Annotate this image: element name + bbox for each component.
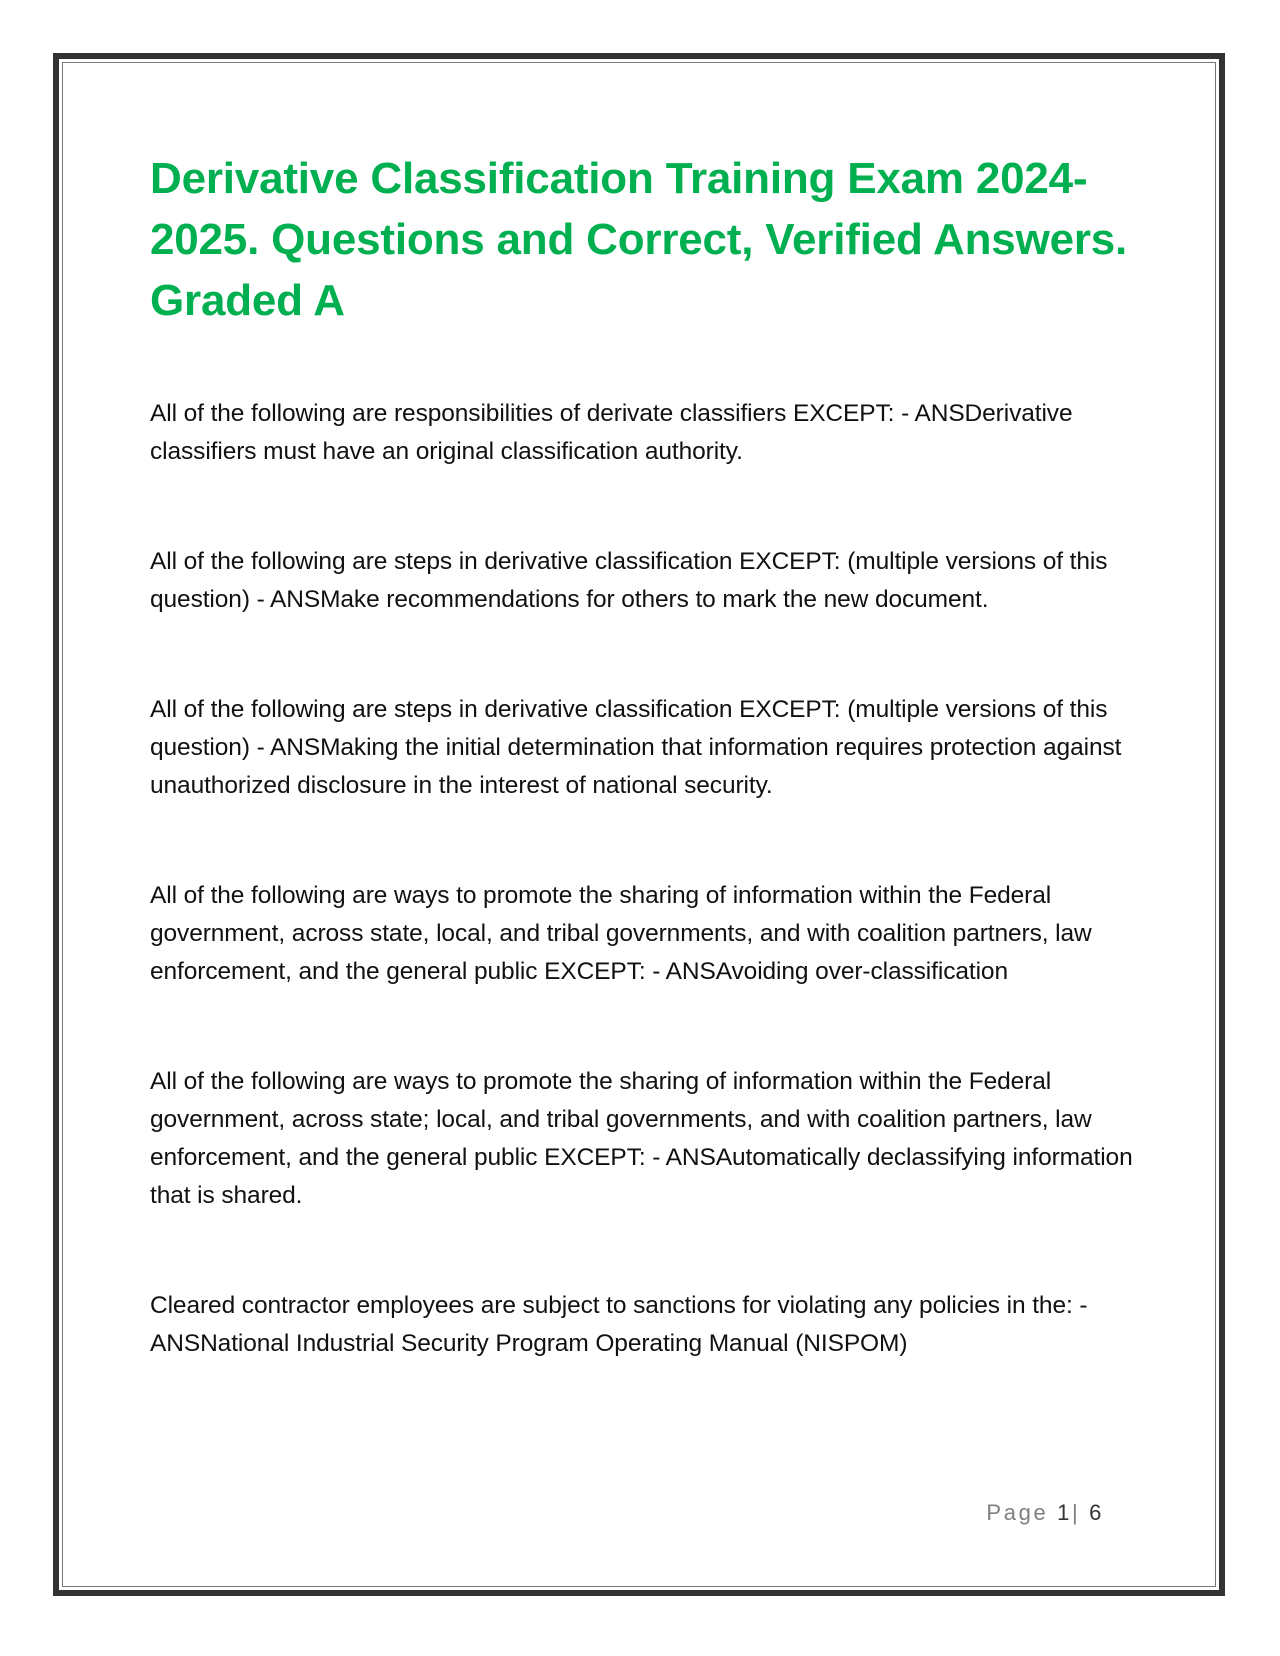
page-total: 6 (1089, 1500, 1104, 1525)
page-number (986, 1500, 1104, 1526)
qa-entry-6: Cleared contractor employees are subject to sanctions for violating any policies in the: - ANSNational Industrial Security Program Operating Manual (NISPOM) (150, 1292, 1088, 1357)
qa-entry-4: All of the following are ways to promote the sharing of information within the Federal government, across state, local, and tribal governments, and with coalition partners, law enforcement, and the general public EXCEPT: - ANSAvoiding over-classification (150, 882, 1092, 985)
document-title: Derivative Classification Training Exam 2024-2025. Questions and Correct, Verified Answers. Graded A (150, 154, 1128, 325)
qa-entry-3: All of the following are steps in derivative classification EXCEPT: (multiple versions of this question) - ANSMaking the initial determination that information requires protection against unauthorized disclosure in the interest of national security. (150, 696, 1122, 799)
page-label: Page (986, 1500, 1049, 1525)
page-current: 1 (1057, 1500, 1072, 1525)
page-separator: | (1071, 1500, 1081, 1525)
qa-entry-5: All of the following are ways to promote the sharing of information within the Federal government, across state; local, and tribal governments, and with coalition partners, law enforcement, and the general public EXCEPT: - ANSAutomatically declassifying information that is shared. (150, 1068, 1133, 1209)
document-body (150, 148, 1140, 1363)
qa-entry-2: All of the following are steps in derivative classification EXCEPT: (multiple versions of this question) - ANSMake recommendations for others to mark the new document. (150, 548, 1108, 613)
qa-list (150, 395, 1140, 1363)
qa-entry-1: All of the following are responsibilities of derivate classifiers EXCEPT: - ANSDerivative classifiers must have an original classification authority. (150, 400, 1073, 465)
